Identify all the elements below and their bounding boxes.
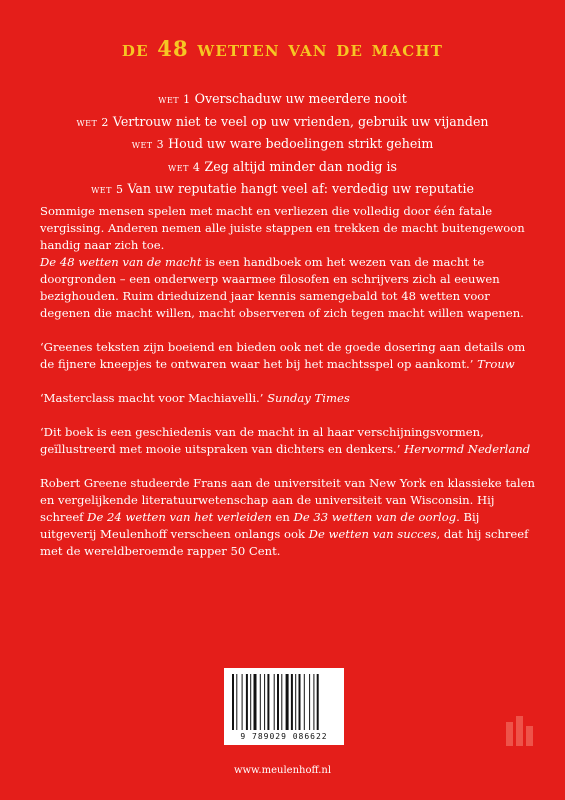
review-quote: ‘Greenes teksten zijn boeiend en bieden ook net de goede dosering aan details om de fijnere kneepjes te ontwaren waar het bij het machtsspel op aankomt.’ Trouw — [40, 340, 526, 371]
law-item — [20, 156, 545, 179]
book-title-inline: De 48 wetten van de macht — [40, 255, 202, 269]
blurb — [40, 203, 535, 560]
law-item — [20, 133, 545, 156]
law-item — [20, 178, 545, 201]
law-number: wet 4 — [168, 160, 201, 174]
barcode-bars — [230, 674, 338, 730]
law-number: wet 2 — [76, 115, 109, 129]
intro-paragraph: Sommige mensen spelen met macht en verliezen die volledig door één fatale vergissing. Anderen nemen alle juiste stappen en trekken de macht buitengewoon handig naar zich toe. — [40, 204, 525, 252]
book-title: de 48 wetten van de macht — [121, 36, 444, 61]
law-text: Vertrouw niet te veel op uw vrienden, gebruik uw vijanden — [112, 113, 489, 129]
publisher-url[interactable]: www.meulenhoff.nl — [233, 765, 332, 776]
law-number: wet 1 — [158, 93, 191, 106]
law-text: Overschaduw uw meerdere nooit — [194, 91, 407, 106]
law-number: wet 5 — [91, 183, 124, 196]
intro-paragraph-2: De 48 wetten van de macht is een handboek om het wezen van de macht te doorgronden – een onderwerp waarmee filosofen en schrijvers zich al eeuwen bezighouden. Ruim drieduizend jaar kennis samengebald tot 48 wetten voor degenen die macht willen, macht observeren of zich tegen macht willen wapenen. — [40, 255, 524, 320]
review-quote: ‘Masterclass macht voor Machiavelli.’ Sunday Times — [40, 391, 350, 405]
review-source: Trouw — [477, 357, 515, 371]
law-text: Houd uw ware bedoelingen strikt geheim — [168, 136, 434, 151]
barcode-digits: 9 789029 086622 — [240, 732, 328, 741]
review-source: Hervormd Nederland — [404, 442, 531, 456]
law-number: wet 3 — [131, 138, 165, 151]
law-text: Van uw reputatie hangt veel af: verdedig uw reputatie — [127, 181, 474, 196]
review-source: Sunday Times — [267, 391, 350, 405]
law-text: Zeg altijd minder dan nodig is — [204, 158, 397, 174]
meulenhoff-m-logo-icon — [500, 712, 540, 752]
barcode — [224, 668, 344, 745]
law-item — [20, 88, 545, 111]
laws-list — [20, 88, 545, 201]
author-bio: Robert Greene studeerde Frans aan de universiteit van New York en klassieke talen en vergelijkende literatuurwetenschap aan de universiteit van Wisconsin. Hij schreef De 24 wetten van het verleiden en De 33 wetten van de oorlog. Bij uitgeverij Meulenhoff verscheen onlangs ook De wetten van succes, dat hij schreef met de wereldberoemde rapper 50 Cent. — [40, 476, 535, 558]
law-item — [20, 111, 545, 134]
review-quote: ‘Dit boek is een geschiedenis van de macht in al haar verschijningsvormen, geïllustreerd met mooie uitspraken van dichters en denkers.’ Hervormd Nederland — [40, 425, 531, 456]
